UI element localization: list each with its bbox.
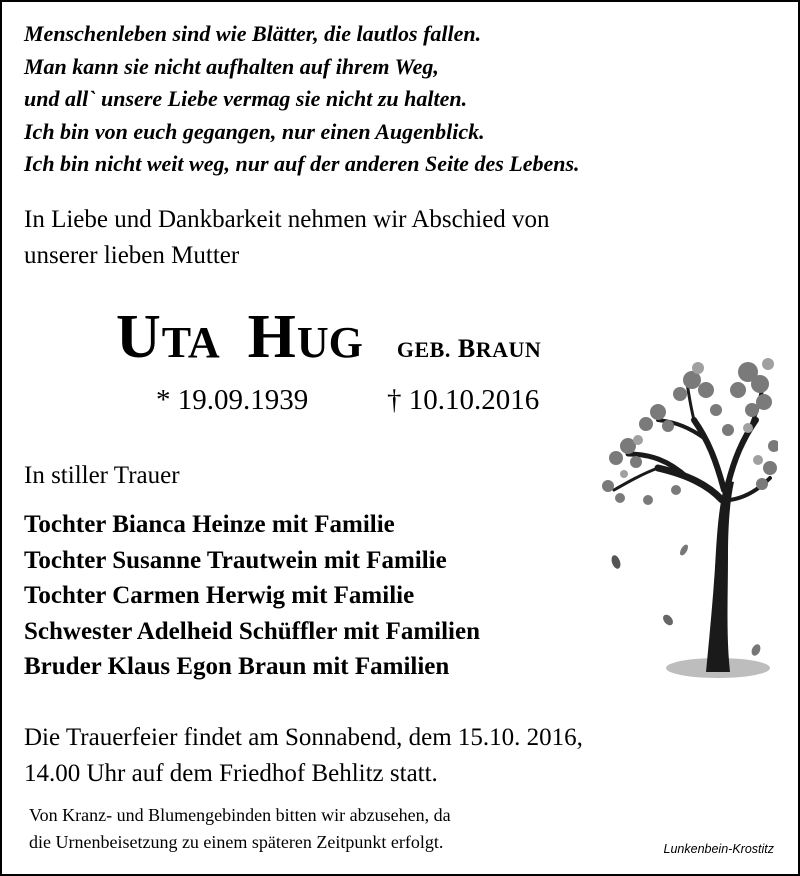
tree-icon: [598, 350, 778, 690]
family-member: Tochter Susanne Trautwein mit Familie: [24, 546, 447, 574]
poem-line: und all` unsere Liebe vermag sie nicht zu halten.: [24, 86, 468, 111]
intro-text: [24, 202, 550, 274]
family-member: Tochter Bianca Heinze mit Familie: [24, 511, 395, 538]
intro-line: In Liebe und Dankbarkeit nehmen wir Abschied von: [24, 206, 550, 233]
flower-request: [29, 802, 451, 856]
poem-line: Ich bin nicht weit weg, nur auf der anderen Seite des Lebens.: [24, 151, 580, 176]
family-member: Bruder Klaus Egon Braun mit Familien: [24, 653, 450, 680]
maiden-initial: B: [457, 334, 476, 363]
birth-date: * 19.09.1939: [156, 384, 309, 416]
family-list: [24, 507, 480, 685]
death-date: † 10.10.2016: [387, 384, 540, 416]
first-name-initial: U: [116, 303, 162, 371]
poem-line: Menschenleben sind wie Blätter, die lautlos fallen.: [24, 21, 482, 46]
request-line: die Urnenbeisetzung zu einem späteren Zeitpunkt erfolgt.: [29, 832, 444, 852]
family-member: Schwester Adelheid Schüffler mit Familien: [24, 617, 480, 645]
maiden-name: [397, 334, 541, 363]
intro-line: unserer lieben Mutter: [24, 242, 240, 269]
request-line: Von Kranz- und Blumengebinden bitten wir abzusehen, da: [29, 805, 451, 825]
deceased-name: [116, 302, 541, 373]
poem-line: Man kann sie nicht aufhalten auf ihrem Weg,: [24, 53, 439, 79]
maiden-prefix: GEB.: [396, 337, 451, 362]
funeral-line: Die Trauerfeier findet am Sonnabend, dem 15.10. 2016,: [24, 724, 583, 751]
publisher-credit: Lunkenbein-Krostitz: [663, 842, 774, 856]
funeral-info: [24, 720, 583, 792]
mourning-label: In stiller Trauer: [24, 462, 180, 489]
funeral-line: 14.00 Uhr auf dem Friedhof Behlitz statt.: [24, 760, 438, 787]
poem-line: Ich bin von euch gegangen, nur einen Augenblick.: [24, 118, 485, 144]
last-name-initial: H: [247, 303, 297, 371]
last-name-rest: UG: [296, 318, 363, 367]
poem: [24, 18, 580, 181]
family-member: Tochter Carmen Herwig mit Familie: [24, 582, 415, 609]
first-name-rest: TA: [161, 318, 220, 367]
maiden-rest: RAUN: [475, 337, 542, 362]
